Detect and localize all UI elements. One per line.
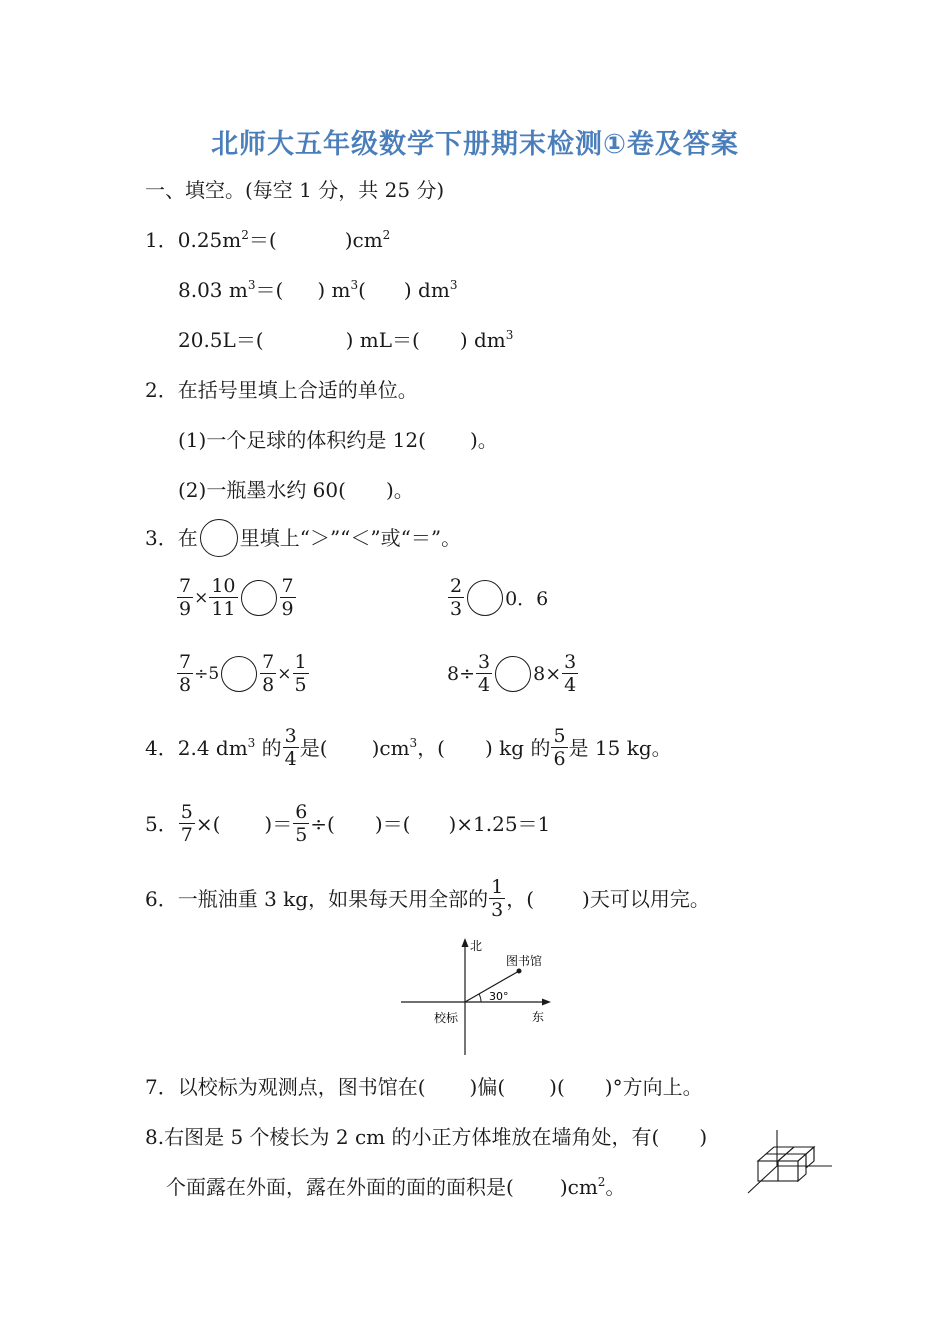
q8-b: ) [699,1125,708,1149]
numerator: 7 [179,575,192,597]
operator: × [277,663,292,684]
q7-b: )偏( [469,1075,506,1099]
compare-circle-2[interactable] [467,580,503,616]
fraction [448,575,464,620]
fraction [179,801,195,846]
operator: ÷5 [194,663,220,684]
fraction [209,575,237,620]
q6-c: )天可以用完。 [582,886,710,911]
q8-e: 。 [605,1175,626,1199]
q1-b-text: 8.03 m [178,278,248,302]
q1-number: 1． [145,228,178,252]
q3-example-circle [200,519,238,557]
q1-c-sup: 3 [505,328,514,342]
q3-item-4 [447,651,579,696]
north-label: 北 [470,939,483,953]
origin-label: 校标 [434,1011,459,1025]
denominator: 8 [262,674,275,696]
fraction [280,575,296,620]
q3-item-3 [176,651,310,696]
angle-arc [479,994,481,1002]
q5-c: ÷( [310,811,335,836]
q8-a: 右图是 5 个棱长为 2 cm 的小正方体堆放在墙角处，有( [164,1125,660,1149]
q2-number: 2． [145,378,178,402]
q1-b-sup2: 3 [350,278,359,292]
q8-number: 8. [145,1125,165,1149]
q2-s2-end: )。 [385,478,414,502]
q4-e: ，( [417,735,445,760]
q5-number: 5． [145,811,178,836]
numerator: 10 [211,575,236,597]
q1-b-mid2: ) m [317,278,351,302]
numerator: 1 [491,876,504,898]
denominator: 9 [281,598,294,620]
numerator: 2 [450,575,463,597]
east-arrow-icon [542,999,551,1006]
q4-line [145,725,672,770]
cube-side-face [798,1154,806,1181]
cube-front-face [758,1161,778,1181]
q1-a-rest: )cm [344,228,383,252]
q4-b: 的 [255,735,282,760]
q8-line-2 [166,1175,625,1199]
q5-line [145,801,550,846]
fraction [293,801,309,846]
denominator: 4 [284,748,297,770]
numerator: 6 [295,801,308,823]
cube-side-face [806,1147,814,1168]
compare-circle-1[interactable] [241,580,277,616]
page-title: 北师大五年级数学下册期末检测①卷及答案 [211,129,739,160]
q3-item-2 [447,575,548,620]
q1-line-c [178,328,513,352]
q3-value: 0．6 [505,588,549,610]
numerator: 1 [294,651,307,673]
q2-s1-text: (1)一个足球的体积约是 12( [178,428,426,452]
compare-circle-4[interactable] [495,656,531,692]
q6-line [145,876,710,921]
numerator: 7 [179,651,192,673]
q4-part-b [300,736,551,760]
fraction [283,725,299,770]
q2-text: 在括号里填上合适的单位。 [177,378,418,402]
q3-post: 里填上“＞”“＜”或“＝”。 [239,525,462,550]
q3-pre: 在 [177,525,198,550]
q7-c: )( [549,1075,565,1099]
library-label: 图书馆 [506,954,543,968]
q4-sup1: 3 [247,735,256,750]
q4-c: 是( [299,735,328,760]
q4-f: ) kg 的 [485,735,551,760]
q7-d: )°方向上。 [604,1075,703,1099]
numerator: 7 [262,651,275,673]
numerator: 3 [564,651,577,673]
q3-number: 3． [145,525,178,550]
q1-c-rest: ) dm [459,328,506,352]
q1-c-text: 20.5L＝( [178,328,264,352]
q3-prompt [145,517,461,557]
q1-line-a [145,228,390,252]
q1-a-sup: 2 [241,228,249,242]
q6-part-b [506,887,710,911]
denominator: 4 [564,674,577,696]
q1-b-rest: ) dm [403,278,450,302]
q8-sup: 2 [597,1175,606,1189]
fraction [476,651,492,696]
fraction [260,651,276,696]
q5-e: )×1.25＝1 [448,811,551,836]
north-arrow-icon [462,938,469,947]
q5-part-a [196,812,292,836]
denominator: 9 [179,598,192,620]
q1-b-sup3: 3 [449,278,458,292]
numerator: 5 [553,725,566,747]
q8-d: )cm [559,1175,598,1199]
cube-stack-diagram [744,1128,834,1196]
q4-part-a [178,736,282,760]
q1-b-mid3: ( [358,278,366,302]
section-heading: 一、填空。(每空 1 分，共 25 分) [145,178,445,202]
q1-a-sup2: 2 [382,228,391,242]
library-dot [517,969,522,974]
q2-s2-text: (2)一瓶墨水约 60( [178,478,346,502]
q7-number: 7． [145,1075,178,1099]
numerator: 3 [478,651,491,673]
direction-diagram [396,935,556,1060]
floor-edge-line [748,1166,777,1193]
q5-a: ×( [195,811,221,836]
denominator: 5 [295,824,308,846]
q1-a-text: 0.25m [177,228,242,252]
q4-g: 是 15 kg。 [568,735,672,760]
q6-b: ，( [506,886,535,911]
cube-front-face [778,1161,798,1181]
denominator: 11 [211,598,236,620]
angle-label: 30° [489,990,509,1003]
q6-number: 6． [145,886,178,911]
q5-part-b [310,812,550,836]
denominator: 7 [180,824,193,846]
q3-item-1 [176,575,297,620]
numerator: 7 [281,575,294,597]
q1-a-eq: ＝( [248,228,277,252]
denominator: 5 [294,674,307,696]
q8-c: 个面露在外面，露在外面的面的面积是( [166,1175,514,1199]
fraction [562,651,578,696]
q4-sup2: 3 [409,735,418,750]
q6-a: 一瓶油重 3 kg，如果每天用全部的 [177,886,489,911]
q2-prompt [145,378,418,402]
q4-a: 2.4 dm [177,735,248,760]
denominator: 4 [478,674,491,696]
numerator: 3 [284,725,297,747]
denominator: 3 [450,598,463,620]
q2-sub-1 [178,428,498,452]
compare-circle-3[interactable] [221,656,257,692]
q1-line-b [178,278,457,302]
fraction [489,876,505,921]
fraction [177,651,193,696]
denominator: 6 [553,748,566,770]
q2-s1-end: )。 [469,428,498,452]
q8-line-1 [145,1125,707,1149]
q5-b: )＝ [264,811,293,836]
q5-d: )＝( [374,811,411,836]
q1-c-mid: ) mL＝( [345,328,420,352]
numerator: 5 [180,801,193,823]
fraction [177,575,193,620]
operator: 8÷ [447,662,476,685]
q7-line [145,1075,703,1099]
east-label: 东 [532,1010,545,1024]
q1-b-mid: ＝( [255,278,284,302]
operator: × [194,587,209,608]
denominator: 3 [491,899,504,921]
q2-sub-2 [178,478,414,502]
operator: 8× [533,662,562,685]
q4-number: 4． [145,735,178,760]
denominator: 8 [179,674,192,696]
fraction [293,651,309,696]
q4-d: )cm [371,735,410,760]
q1-b-sup: 3 [247,278,256,292]
q7-a: 以校标为观测点，图书馆在( [177,1075,426,1099]
fraction [551,725,567,770]
